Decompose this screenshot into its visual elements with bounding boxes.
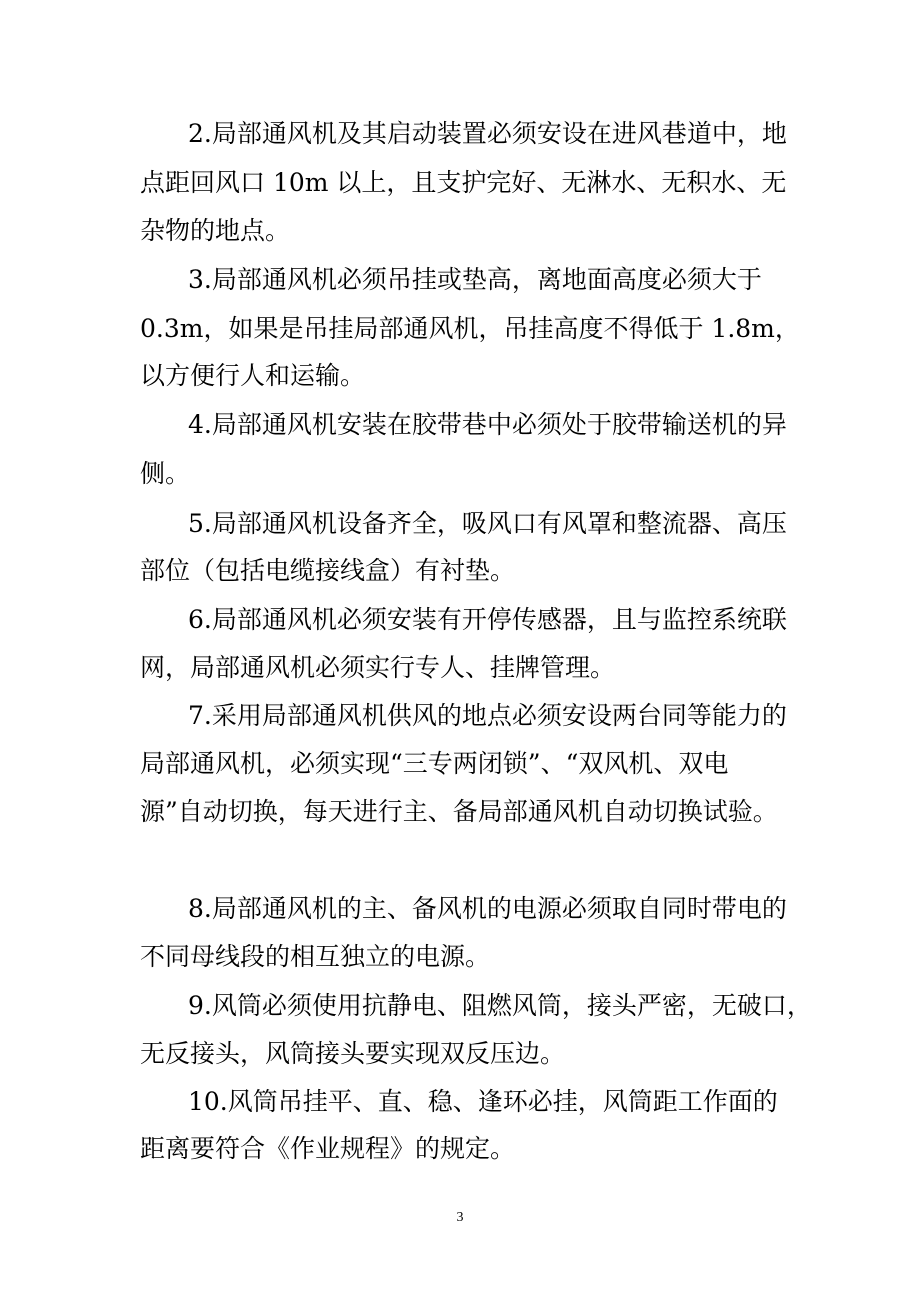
paragraph-10-line-1: 10.风筒吊挂平、直、稳、逢环必挂，风筒距工作面的 [188, 1087, 778, 1116]
paragraph-7-line-1: 7.采用局部通风机供风的地点必须安设两台同等能力的 [188, 701, 787, 730]
paragraph-8-line-2: 不同母线段的相互独立的电源。 [140, 942, 491, 971]
paragraph-8-line-1: 8.局部通风机的主、备风机的电源必须取自同时带电的 [188, 894, 787, 923]
page-number: 3 [456, 1210, 464, 1225]
paragraph-3-line-1: 3.局部通风机必须吊挂或垫高，离地面高度必须大于 [188, 265, 762, 294]
paragraph-3-line-2: 0.3m，如果是吊挂局部通风机，吊挂高度不得低于 1.8m， [140, 314, 800, 343]
paragraph-6-line-1: 6.局部通风机必须安装有开停传感器，且与监控系统联 [188, 605, 787, 634]
paragraph-3-line-3: 以方便行人和运输。 [140, 361, 366, 390]
paragraph-4-line-2: 侧。 [140, 459, 191, 488]
paragraph-5-line-2: 部位（包括电缆接线盒）有衬垫。 [140, 556, 516, 585]
paragraph-2-line-1: 2.局部通风机及其启动装置必须安设在进风巷道中，地 [188, 119, 787, 148]
paragraph-4-line-1: 4.局部通风机安装在胶带巷中必须处于胶带输送机的异 [188, 410, 787, 439]
paragraph-2-line-2: 点距回风口 10m 以上，且支护完好、无淋水、无积水、无 [140, 168, 787, 197]
paragraph-10-line-2: 距离要符合《作业规程》的规定。 [140, 1134, 516, 1163]
paragraph-5-line-1: 5.局部通风机设备齐全，吸风口有风罩和整流器、高压 [188, 509, 787, 538]
paragraph-7-line-2: 局部通风机，必须实现“三专两闭锁”、“双风机、双电 [140, 749, 729, 778]
paragraph-6-line-2: 网，局部通风机必须实行专人、挂牌管理。 [140, 653, 616, 682]
paragraph-7-line-3: 源”自动切换，每天进行主、备局部通风机自动切换试验。 [140, 797, 778, 826]
paragraph-2-line-3: 杂物的地点。 [140, 216, 291, 245]
paragraph-9-line-1: 9.风筒必须使用抗静电、阻燃风筒，接头严密，无破口， [188, 991, 812, 1020]
paragraph-9-line-2: 无反接头，风筒接头要实现双反压边。 [140, 1039, 566, 1068]
